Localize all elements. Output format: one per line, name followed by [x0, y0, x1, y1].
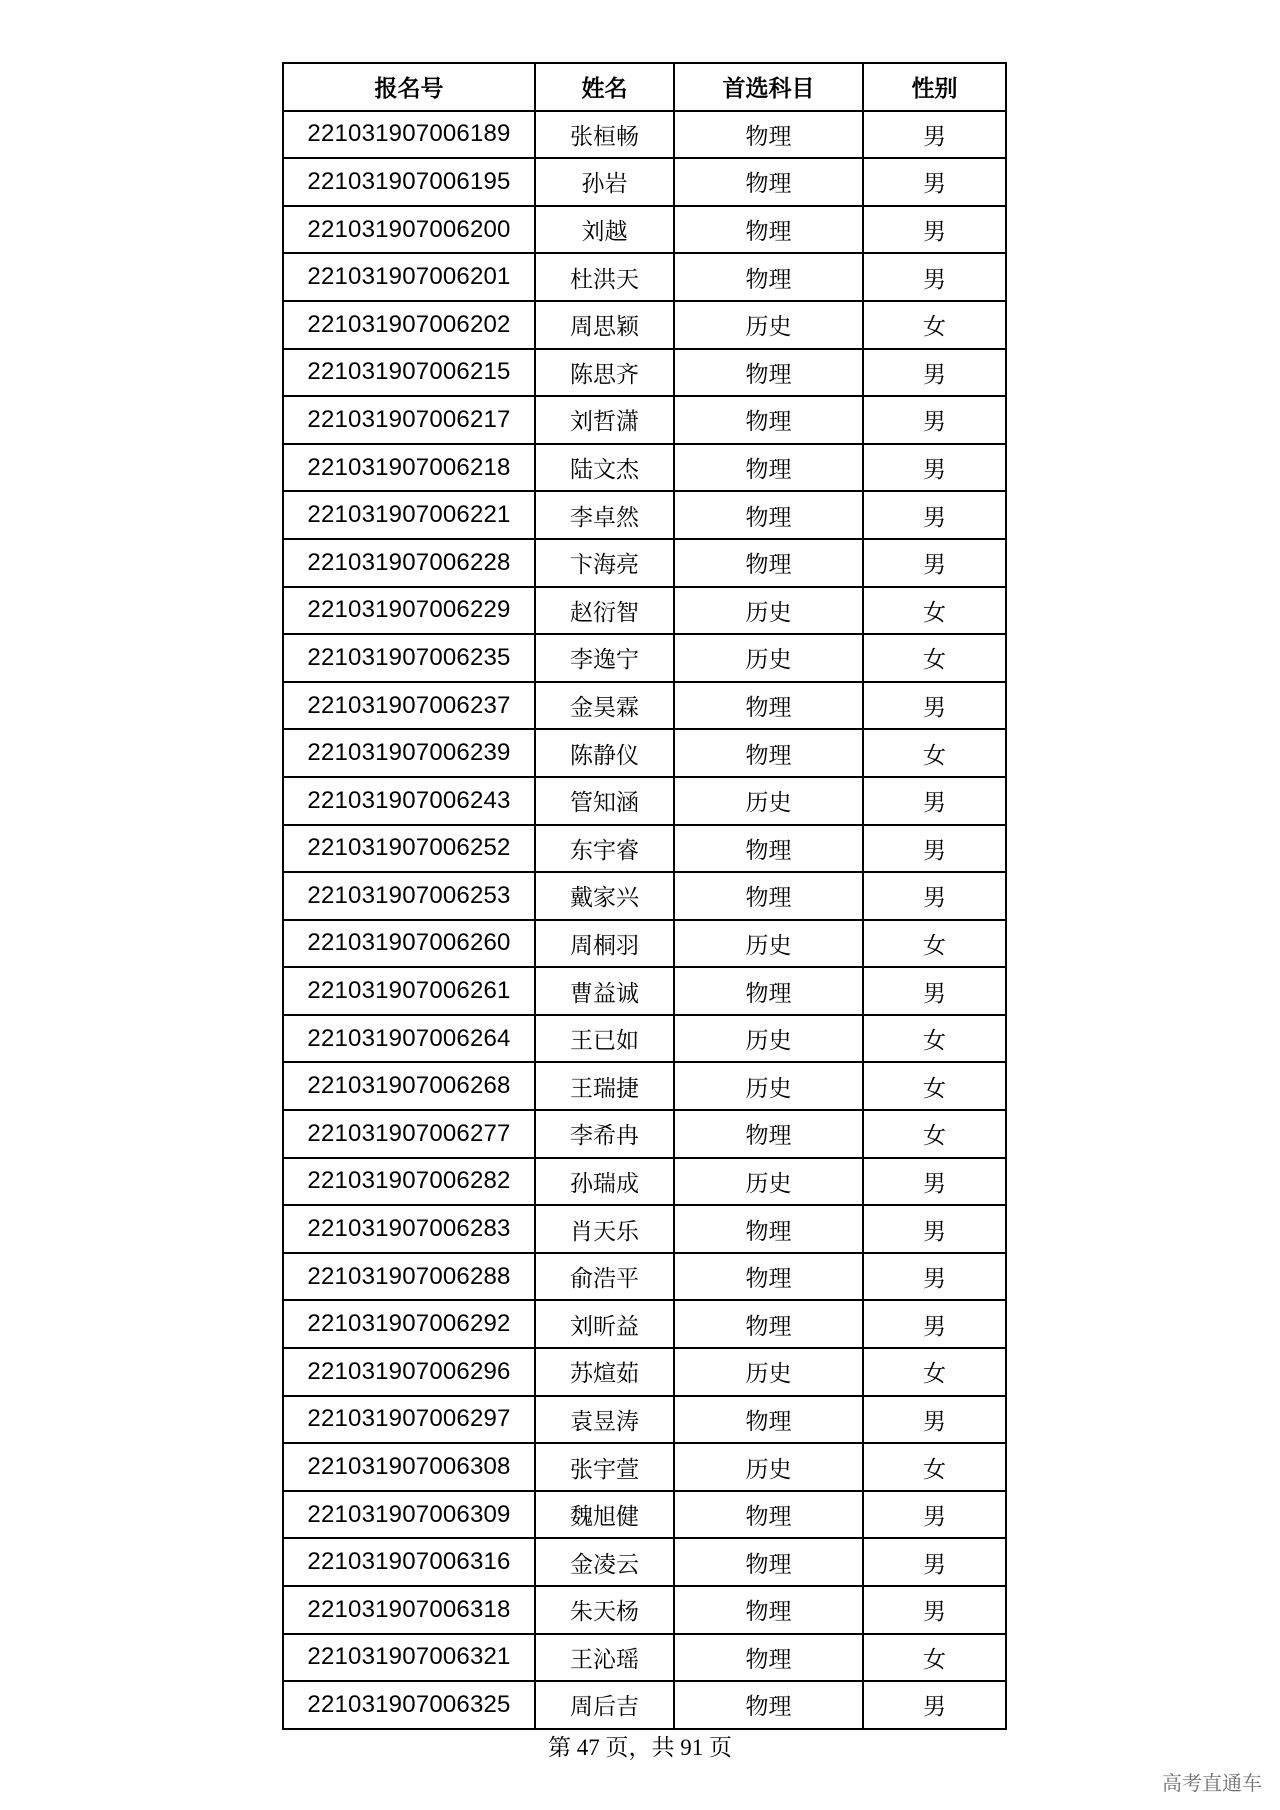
cell-primary-subject: 历史 [674, 301, 863, 349]
table-row [283, 777, 1006, 825]
cell-primary-subject: 物理 [674, 1681, 863, 1729]
cell-registration-number: 221031907006252 [283, 825, 535, 873]
cell-registration-number: 221031907006215 [283, 349, 535, 397]
cell-registration-number: 221031907006221 [283, 491, 535, 539]
cell-registration-number: 221031907006316 [283, 1538, 535, 1586]
cell-registration-number: 221031907006296 [283, 1348, 535, 1396]
table-row [283, 111, 1006, 159]
cell-gender: 男 [863, 206, 1006, 254]
cell-primary-subject: 物理 [674, 1634, 863, 1682]
cell-gender: 男 [863, 349, 1006, 397]
cell-registration-number: 221031907006268 [283, 1062, 535, 1110]
table-row [283, 1491, 1006, 1539]
cell-name: 刘昕益 [535, 1300, 674, 1348]
cell-name: 肖天乐 [535, 1205, 674, 1253]
cell-gender: 男 [863, 444, 1006, 492]
cell-gender: 男 [863, 1300, 1006, 1348]
cell-gender: 男 [863, 491, 1006, 539]
cell-primary-subject: 物理 [674, 444, 863, 492]
cell-gender: 男 [863, 825, 1006, 873]
cell-gender: 男 [863, 682, 1006, 730]
roster-table [282, 62, 1007, 1730]
cell-gender: 女 [863, 634, 1006, 682]
cell-gender: 男 [863, 1491, 1006, 1539]
cell-name: 曹益诚 [535, 967, 674, 1015]
cell-gender: 男 [863, 396, 1006, 444]
cell-name: 金凌云 [535, 1538, 674, 1586]
cell-registration-number: 221031907006283 [283, 1205, 535, 1253]
table-row [283, 1015, 1006, 1063]
header-registration-number: 报名号 [283, 63, 535, 111]
table-row [283, 1110, 1006, 1158]
cell-primary-subject: 历史 [674, 1062, 863, 1110]
table-row [283, 967, 1006, 1015]
cell-registration-number: 221031907006195 [283, 158, 535, 206]
cell-name: 朱天杨 [535, 1586, 674, 1634]
cell-name: 王已如 [535, 1015, 674, 1063]
cell-primary-subject: 历史 [674, 920, 863, 968]
cell-registration-number: 221031907006288 [283, 1253, 535, 1301]
cell-primary-subject: 物理 [674, 1586, 863, 1634]
cell-registration-number: 221031907006201 [283, 253, 535, 301]
cell-name: 俞浩平 [535, 1253, 674, 1301]
table-row [283, 920, 1006, 968]
table-row [283, 1253, 1006, 1301]
cell-name: 陈静仪 [535, 729, 674, 777]
cell-name: 袁昱涛 [535, 1396, 674, 1444]
cell-primary-subject: 物理 [674, 729, 863, 777]
cell-primary-subject: 历史 [674, 777, 863, 825]
cell-registration-number: 221031907006308 [283, 1443, 535, 1491]
cell-gender: 男 [863, 1205, 1006, 1253]
table-row [283, 301, 1006, 349]
cell-primary-subject: 物理 [674, 1110, 863, 1158]
cell-gender: 男 [863, 777, 1006, 825]
table-row [283, 1158, 1006, 1206]
cell-gender: 男 [863, 1253, 1006, 1301]
table-row [283, 444, 1006, 492]
table-row [283, 158, 1006, 206]
cell-name: 卞海亮 [535, 539, 674, 587]
cell-name: 李卓然 [535, 491, 674, 539]
cell-registration-number: 221031907006318 [283, 1586, 535, 1634]
cell-name: 管知涵 [535, 777, 674, 825]
cell-registration-number: 221031907006321 [283, 1634, 535, 1682]
table-row [283, 206, 1006, 254]
cell-gender: 女 [863, 1634, 1006, 1682]
cell-name: 周思颖 [535, 301, 674, 349]
cell-gender: 男 [863, 539, 1006, 587]
cell-gender: 男 [863, 111, 1006, 159]
cell-gender: 男 [863, 1681, 1006, 1729]
cell-name: 周桐羽 [535, 920, 674, 968]
cell-gender: 女 [863, 920, 1006, 968]
header-name: 姓名 [535, 63, 674, 111]
cell-registration-number: 221031907006202 [283, 301, 535, 349]
cell-gender: 男 [863, 1396, 1006, 1444]
table-row [283, 349, 1006, 397]
table-row [283, 1205, 1006, 1253]
table-body [283, 111, 1006, 1729]
cell-name: 刘越 [535, 206, 674, 254]
table-row [283, 396, 1006, 444]
cell-registration-number: 221031907006261 [283, 967, 535, 1015]
cell-name: 孙瑞成 [535, 1158, 674, 1206]
cell-registration-number: 221031907006229 [283, 587, 535, 635]
table-row [283, 634, 1006, 682]
cell-primary-subject: 历史 [674, 1015, 863, 1063]
cell-gender: 女 [863, 587, 1006, 635]
header-primary-subject: 首选科目 [674, 63, 863, 111]
cell-name: 刘哲潇 [535, 396, 674, 444]
cell-primary-subject: 物理 [674, 253, 863, 301]
cell-primary-subject: 历史 [674, 1158, 863, 1206]
cell-primary-subject: 物理 [674, 1300, 863, 1348]
cell-registration-number: 221031907006189 [283, 111, 535, 159]
table-row [283, 1586, 1006, 1634]
cell-gender: 男 [863, 158, 1006, 206]
cell-name: 杜洪天 [535, 253, 674, 301]
header-row [283, 63, 1006, 111]
cell-registration-number: 221031907006253 [283, 872, 535, 920]
cell-primary-subject: 历史 [674, 1443, 863, 1491]
cell-primary-subject: 物理 [674, 967, 863, 1015]
cell-primary-subject: 物理 [674, 158, 863, 206]
cell-registration-number: 221031907006297 [283, 1396, 535, 1444]
cell-primary-subject: 物理 [674, 1253, 863, 1301]
cell-name: 王沁瑶 [535, 1634, 674, 1682]
cell-registration-number: 221031907006277 [283, 1110, 535, 1158]
cell-gender: 女 [863, 729, 1006, 777]
table-row [283, 539, 1006, 587]
cell-name: 东宇睿 [535, 825, 674, 873]
cell-gender: 男 [863, 872, 1006, 920]
cell-primary-subject: 物理 [674, 206, 863, 254]
cell-name: 魏旭健 [535, 1491, 674, 1539]
cell-primary-subject: 物理 [674, 1396, 863, 1444]
table-row [283, 872, 1006, 920]
cell-registration-number: 221031907006217 [283, 396, 535, 444]
cell-gender: 女 [863, 301, 1006, 349]
cell-gender: 女 [863, 1110, 1006, 1158]
cell-primary-subject: 物理 [674, 872, 863, 920]
cell-registration-number: 221031907006260 [283, 920, 535, 968]
cell-primary-subject: 物理 [674, 1205, 863, 1253]
cell-name: 苏煊茹 [535, 1348, 674, 1396]
cell-primary-subject: 物理 [674, 539, 863, 587]
table-row [283, 1062, 1006, 1110]
cell-registration-number: 221031907006239 [283, 729, 535, 777]
cell-gender: 男 [863, 967, 1006, 1015]
table-row [283, 1634, 1006, 1682]
cell-registration-number: 221031907006218 [283, 444, 535, 492]
cell-registration-number: 221031907006228 [283, 539, 535, 587]
cell-gender: 男 [863, 1158, 1006, 1206]
cell-primary-subject: 物理 [674, 682, 863, 730]
cell-gender: 女 [863, 1443, 1006, 1491]
cell-registration-number: 221031907006243 [283, 777, 535, 825]
cell-registration-number: 221031907006264 [283, 1015, 535, 1063]
cell-primary-subject: 历史 [674, 1348, 863, 1396]
cell-registration-number: 221031907006282 [283, 1158, 535, 1206]
cell-registration-number: 221031907006292 [283, 1300, 535, 1348]
table-row [283, 1681, 1006, 1729]
cell-name: 孙岩 [535, 158, 674, 206]
cell-registration-number: 221031907006325 [283, 1681, 535, 1729]
watermark: 高考直通车 [1162, 1771, 1262, 1795]
table-row [283, 729, 1006, 777]
cell-name: 王瑞捷 [535, 1062, 674, 1110]
cell-primary-subject: 历史 [674, 634, 863, 682]
cell-name: 张宇萱 [535, 1443, 674, 1491]
table-row [283, 1538, 1006, 1586]
table-row [283, 1443, 1006, 1491]
table-row [283, 825, 1006, 873]
table-row [283, 1348, 1006, 1396]
cell-gender: 男 [863, 1586, 1006, 1634]
cell-name: 赵衍智 [535, 587, 674, 635]
cell-name: 李希冉 [535, 1110, 674, 1158]
cell-registration-number: 221031907006237 [283, 682, 535, 730]
cell-name: 陆文杰 [535, 444, 674, 492]
cell-primary-subject: 物理 [674, 491, 863, 539]
page-number: 第 47 页，共 91 页 [548, 1735, 732, 1760]
cell-primary-subject: 物理 [674, 349, 863, 397]
cell-gender: 女 [863, 1062, 1006, 1110]
cell-registration-number: 221031907006309 [283, 1491, 535, 1539]
cell-gender: 女 [863, 1015, 1006, 1063]
cell-name: 李逸宁 [535, 634, 674, 682]
cell-primary-subject: 物理 [674, 1538, 863, 1586]
cell-gender: 男 [863, 1538, 1006, 1586]
table-row [283, 491, 1006, 539]
cell-gender: 男 [863, 253, 1006, 301]
cell-name: 戴家兴 [535, 872, 674, 920]
cell-primary-subject: 历史 [674, 587, 863, 635]
cell-primary-subject: 物理 [674, 825, 863, 873]
cell-registration-number: 221031907006235 [283, 634, 535, 682]
table-row [283, 587, 1006, 635]
cell-primary-subject: 物理 [674, 111, 863, 159]
table-row [283, 253, 1006, 301]
header-gender: 性别 [863, 63, 1006, 111]
cell-name: 周后吉 [535, 1681, 674, 1729]
cell-name: 金昊霖 [535, 682, 674, 730]
cell-name: 陈思齐 [535, 349, 674, 397]
table-row [283, 1396, 1006, 1444]
table-row [283, 682, 1006, 730]
table-row [283, 1300, 1006, 1348]
cell-name: 张桓畅 [535, 111, 674, 159]
cell-registration-number: 221031907006200 [283, 206, 535, 254]
cell-gender: 女 [863, 1348, 1006, 1396]
cell-primary-subject: 物理 [674, 1491, 863, 1539]
table-header [283, 63, 1006, 111]
cell-primary-subject: 物理 [674, 396, 863, 444]
